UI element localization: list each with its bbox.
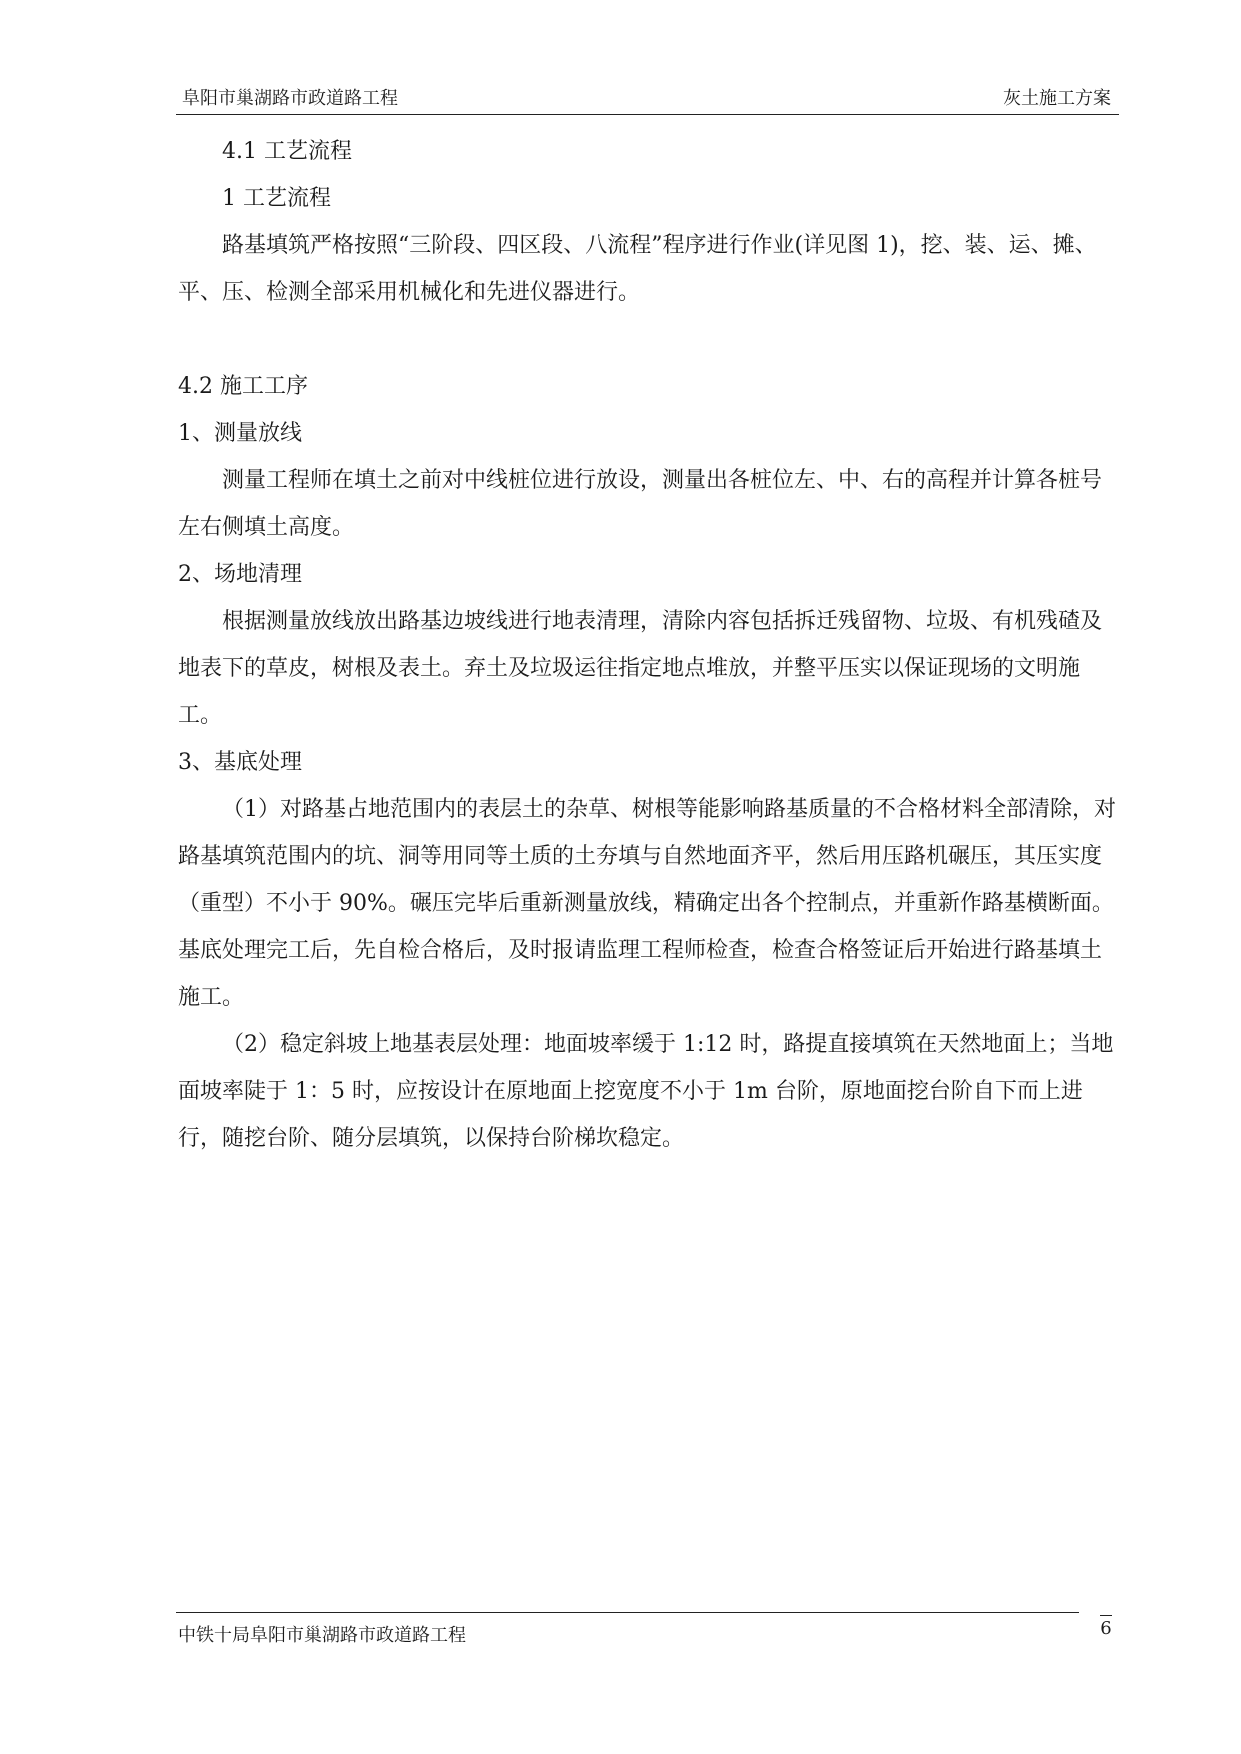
paragraph-site-clearing: 根据测量放线放出路基边坡线进行地表清理，清除内容包括拆迁残留物、垃圾、有机残碴及地表下的草皮，树根及表土。弃土及垃圾运往指定地点堆放，并整平压实以保证现场的文明施工。 <box>178 609 1103 728</box>
footer-company-project: 中铁十局阜阳市巢湖路市政道路工程 <box>178 1625 466 1646</box>
header-document-title: 灰土施工方案 <box>1003 88 1111 109</box>
spacer <box>178 316 1116 363</box>
page-header <box>176 86 1119 115</box>
page-number-bar <box>1100 1615 1112 1616</box>
section-4-1-heading: 4.1 工艺流程 <box>222 139 352 164</box>
header-project-name: 阜阳市巢湖路市政道路工程 <box>182 88 398 109</box>
section-4-2-heading: 4.2 施工工序 <box>178 374 308 399</box>
page-number: 6 <box>1100 1618 1112 1639</box>
subsection-1-heading: 1 工艺流程 <box>222 186 331 211</box>
paragraph-process-overview: 路基填筑严格按照“三阶段、四区段、八流程”程序进行作业(详见图 1)，挖、装、运、摊、平、压、检测全部采用机械化和先进仪器进行。 <box>178 233 1097 305</box>
footer-divider <box>176 1612 1079 1613</box>
item-1-heading: 1、测量放线 <box>178 421 302 446</box>
paragraph-base-treatment-1: （1）对路基占地范围内的表层土的杂草、树根等能影响路基质量的不合格材料全部清除，对路基填筑范围内的坑、洞等用同等土质的土夯填与自然地面齐平，然后用压路机碾压，其压实度（重型）不小于 90%。碾压完毕后重新测量放线，精确定出各个控制点，并重新作路基横断面。基底处理完工后，先自检合格后，及时报请监理工程师检查，检查合格签证后开始进行路基填土施工。 <box>178 797 1117 1010</box>
paragraph-survey-layout: 测量工程师在填土之前对中线桩位进行放设，测量出各桩位左、中、右的高程并计算各桩号左右侧填土高度。 <box>178 468 1103 540</box>
item-2-heading: 2、场地清理 <box>178 562 302 587</box>
document-body <box>178 128 1116 1162</box>
page-number-block <box>1100 1615 1112 1639</box>
paragraph-base-treatment-2: （2）稳定斜坡上地基表层处理：地面坡率缓于 1:12 时，路提直接填筑在天然地面上；当地面坡率陡于 1：5 时，应按设计在原地面上挖宽度不小于 1m 台阶，原地面挖台阶自下而上进行，随挖台阶、随分层填筑，以保持台阶梯坎稳定。 <box>178 1032 1114 1151</box>
item-3-heading: 3、基底处理 <box>178 750 302 775</box>
